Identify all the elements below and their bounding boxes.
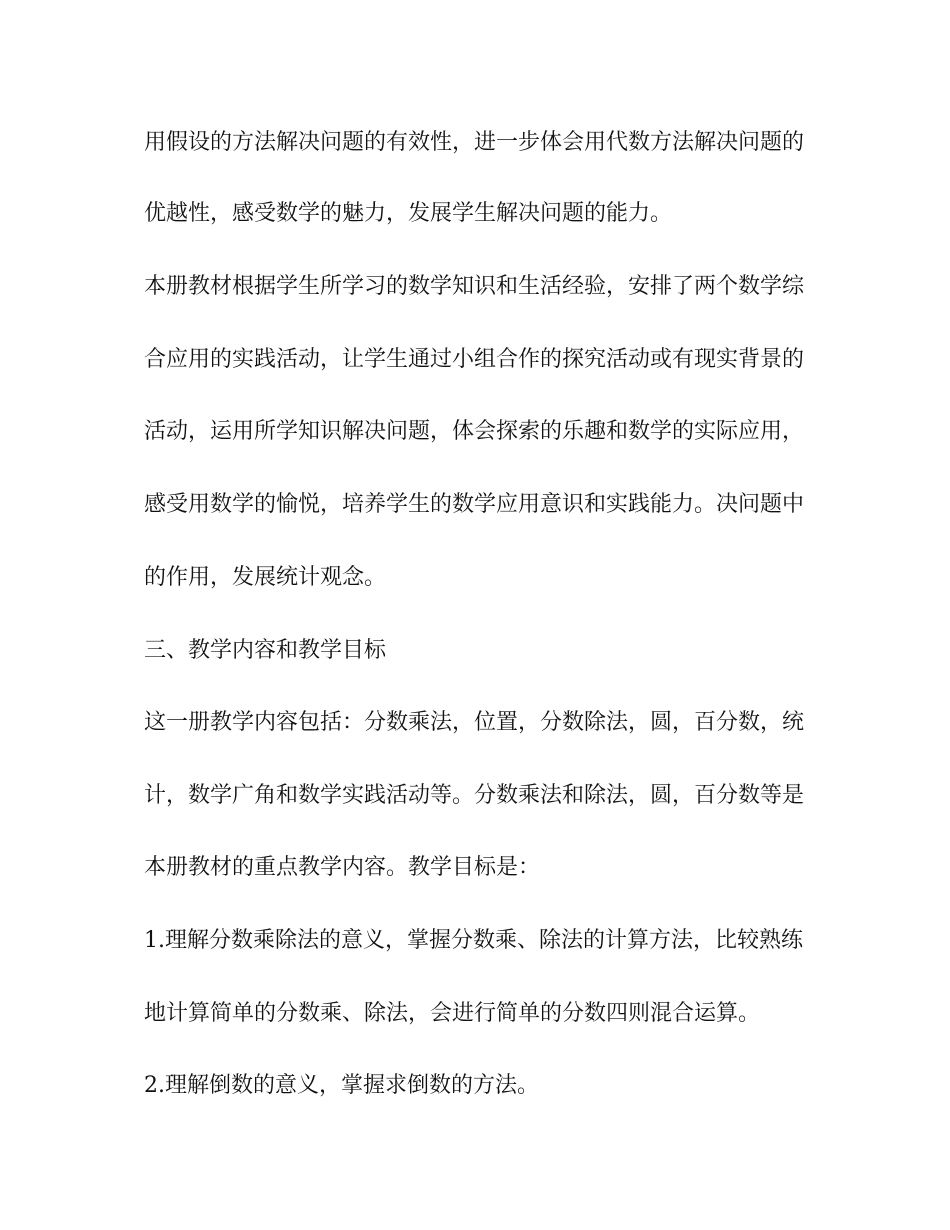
text-line: 的作用，发展统计观念。	[144, 565, 387, 590]
text-line: 本册教材的重点教学内容。教学目标是：	[144, 855, 541, 880]
text-line: 计，数学广角和数学实践活动等。分数乘法和除法，圆，百分数等是	[144, 783, 805, 808]
list-item: 1.理解分数乘除法的意义，掌握分数乘、除法的计算方法，比较熟练	[144, 928, 803, 953]
text-line: 感受用数学的愉悦，培养学生的数学应用意识和实践能力。决问题中	[144, 492, 805, 517]
text-line: 这一册教学内容包括：分数乘法，位置，分数除法，圆，百分数，统	[144, 710, 805, 735]
text-line: 优越性，感受数学的魅力，发展学生解决问题的能力。	[144, 201, 673, 226]
text-line: 合应用的实践活动，让学生通过小组合作的探究活动或有现实背景的	[144, 347, 805, 372]
text-line: 用假设的方法解决问题的有效性，进一步体会用代数方法解决问题的	[144, 130, 805, 155]
text-line: 活动，运用所学知识解决问题，体会探索的乐趣和数学的实际应用，	[144, 419, 805, 444]
text-line: 本册教材根据学生所学习的数学知识和生活经验，安排了两个数学综	[144, 274, 805, 299]
list-item: 2.理解倒数的意义，掌握求倒数的方法。	[144, 1073, 539, 1098]
section-heading: 三、教学内容和教学目标	[144, 638, 387, 663]
text-line: 地计算简单的分数乘、除法，会进行简单的分数四则混合运算。	[144, 1001, 761, 1026]
